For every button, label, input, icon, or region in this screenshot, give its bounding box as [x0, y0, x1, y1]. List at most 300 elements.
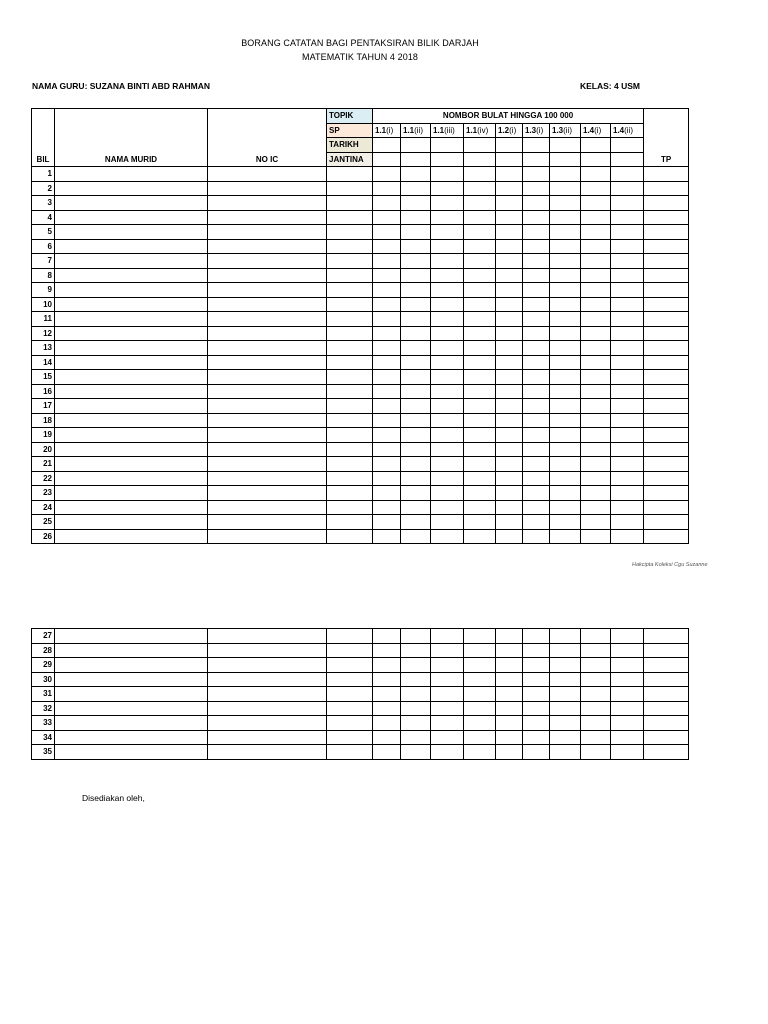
entry-cell[interactable] [431, 239, 464, 254]
entry-cell[interactable] [581, 210, 611, 225]
entry-cell[interactable] [373, 254, 401, 269]
entry-cell[interactable] [401, 138, 431, 153]
entry-cell[interactable] [581, 457, 611, 472]
entry-cell[interactable] [644, 384, 689, 399]
entry-cell[interactable] [644, 326, 689, 341]
entry-cell[interactable] [431, 138, 464, 153]
entry-cell[interactable] [373, 326, 401, 341]
entry-cell[interactable] [496, 486, 523, 501]
entry-cell[interactable] [208, 486, 327, 501]
entry-cell[interactable] [644, 210, 689, 225]
entry-cell[interactable] [550, 239, 581, 254]
entry-cell[interactable] [550, 701, 581, 716]
entry-cell[interactable] [550, 196, 581, 211]
entry-cell[interactable] [611, 341, 644, 356]
entry-cell[interactable] [401, 629, 431, 644]
entry-cell[interactable] [464, 152, 496, 167]
entry-cell[interactable] [401, 196, 431, 211]
entry-cell[interactable] [644, 471, 689, 486]
entry-cell[interactable] [496, 701, 523, 716]
entry-cell[interactable] [496, 239, 523, 254]
entry-cell[interactable] [496, 225, 523, 240]
entry-cell[interactable] [581, 297, 611, 312]
entry-cell[interactable] [208, 355, 327, 370]
entry-cell[interactable] [464, 428, 496, 443]
entry-cell[interactable] [373, 370, 401, 385]
entry-cell[interactable] [431, 672, 464, 687]
entry-cell[interactable] [611, 167, 644, 182]
entry-cell[interactable] [208, 181, 327, 196]
entry-cell[interactable] [496, 312, 523, 327]
entry-cell[interactable] [401, 428, 431, 443]
entry-cell[interactable] [208, 341, 327, 356]
entry-cell[interactable] [644, 370, 689, 385]
entry-cell[interactable] [523, 283, 550, 298]
entry-cell[interactable] [644, 442, 689, 457]
entry-cell[interactable] [523, 210, 550, 225]
entry-cell[interactable] [581, 384, 611, 399]
entry-cell[interactable] [644, 716, 689, 731]
entry-cell[interactable] [496, 457, 523, 472]
entry-cell[interactable] [496, 515, 523, 530]
entry-cell[interactable] [327, 312, 373, 327]
entry-cell[interactable] [327, 529, 373, 544]
entry-cell[interactable] [373, 500, 401, 515]
entry-cell[interactable] [55, 716, 208, 731]
entry-cell[interactable] [55, 283, 208, 298]
entry-cell[interactable] [327, 471, 373, 486]
entry-cell[interactable] [550, 399, 581, 414]
entry-cell[interactable] [208, 297, 327, 312]
entry-cell[interactable] [644, 268, 689, 283]
entry-cell[interactable] [611, 384, 644, 399]
entry-cell[interactable] [431, 283, 464, 298]
entry-cell[interactable] [55, 254, 208, 269]
entry-cell[interactable] [373, 312, 401, 327]
entry-cell[interactable] [55, 629, 208, 644]
entry-cell[interactable] [464, 196, 496, 211]
entry-cell[interactable] [644, 658, 689, 673]
entry-cell[interactable] [373, 687, 401, 702]
entry-cell[interactable] [523, 138, 550, 153]
entry-cell[interactable] [496, 210, 523, 225]
entry-cell[interactable] [373, 629, 401, 644]
entry-cell[interactable] [611, 515, 644, 530]
entry-cell[interactable] [464, 529, 496, 544]
entry-cell[interactable] [611, 152, 644, 167]
entry-cell[interactable] [496, 658, 523, 673]
entry-cell[interactable] [327, 326, 373, 341]
entry-cell[interactable] [581, 500, 611, 515]
entry-cell[interactable] [327, 370, 373, 385]
entry-cell[interactable] [496, 370, 523, 385]
entry-cell[interactable] [373, 428, 401, 443]
entry-cell[interactable] [496, 283, 523, 298]
entry-cell[interactable] [464, 181, 496, 196]
entry-cell[interactable] [373, 413, 401, 428]
entry-cell[interactable] [523, 629, 550, 644]
entry-cell[interactable] [550, 471, 581, 486]
entry-cell[interactable] [581, 413, 611, 428]
entry-cell[interactable] [581, 370, 611, 385]
entry-cell[interactable] [55, 297, 208, 312]
entry-cell[interactable] [401, 672, 431, 687]
entry-cell[interactable] [373, 442, 401, 457]
entry-cell[interactable] [496, 384, 523, 399]
entry-cell[interactable] [464, 268, 496, 283]
entry-cell[interactable] [550, 152, 581, 167]
entry-cell[interactable] [523, 701, 550, 716]
entry-cell[interactable] [464, 254, 496, 269]
entry-cell[interactable] [644, 629, 689, 644]
entry-cell[interactable] [611, 457, 644, 472]
entry-cell[interactable] [581, 152, 611, 167]
entry-cell[interactable] [431, 181, 464, 196]
entry-cell[interactable] [55, 312, 208, 327]
entry-cell[interactable] [523, 167, 550, 182]
entry-cell[interactable] [401, 370, 431, 385]
entry-cell[interactable] [401, 730, 431, 745]
entry-cell[interactable] [611, 181, 644, 196]
entry-cell[interactable] [327, 384, 373, 399]
entry-cell[interactable] [464, 515, 496, 530]
entry-cell[interactable] [208, 500, 327, 515]
entry-cell[interactable] [401, 745, 431, 760]
entry-cell[interactable] [55, 529, 208, 544]
entry-cell[interactable] [431, 225, 464, 240]
entry-cell[interactable] [55, 428, 208, 443]
entry-cell[interactable] [464, 326, 496, 341]
entry-cell[interactable] [431, 167, 464, 182]
entry-cell[interactable] [644, 486, 689, 501]
entry-cell[interactable] [581, 687, 611, 702]
entry-cell[interactable] [373, 239, 401, 254]
entry-cell[interactable] [208, 701, 327, 716]
entry-cell[interactable] [550, 629, 581, 644]
entry-cell[interactable] [373, 297, 401, 312]
entry-cell[interactable] [55, 643, 208, 658]
entry-cell[interactable] [464, 225, 496, 240]
entry-cell[interactable] [523, 225, 550, 240]
entry-cell[interactable] [581, 515, 611, 530]
entry-cell[interactable] [523, 341, 550, 356]
entry-cell[interactable] [373, 196, 401, 211]
entry-cell[interactable] [208, 515, 327, 530]
entry-cell[interactable] [644, 399, 689, 414]
entry-cell[interactable] [401, 384, 431, 399]
entry-cell[interactable] [431, 268, 464, 283]
entry-cell[interactable] [496, 428, 523, 443]
entry-cell[interactable] [523, 515, 550, 530]
entry-cell[interactable] [550, 297, 581, 312]
entry-cell[interactable] [464, 486, 496, 501]
entry-cell[interactable] [464, 500, 496, 515]
entry-cell[interactable] [464, 370, 496, 385]
entry-cell[interactable] [496, 413, 523, 428]
entry-cell[interactable] [208, 167, 327, 182]
entry-cell[interactable] [431, 196, 464, 211]
entry-cell[interactable] [373, 399, 401, 414]
entry-cell[interactable] [550, 167, 581, 182]
entry-cell[interactable] [581, 442, 611, 457]
entry-cell[interactable] [611, 442, 644, 457]
entry-cell[interactable] [401, 312, 431, 327]
entry-cell[interactable] [644, 225, 689, 240]
entry-cell[interactable] [55, 658, 208, 673]
entry-cell[interactable] [464, 629, 496, 644]
entry-cell[interactable] [401, 254, 431, 269]
entry-cell[interactable] [611, 355, 644, 370]
entry-cell[interactable] [644, 355, 689, 370]
entry-cell[interactable] [496, 326, 523, 341]
entry-cell[interactable] [401, 529, 431, 544]
entry-cell[interactable] [496, 529, 523, 544]
entry-cell[interactable] [581, 629, 611, 644]
entry-cell[interactable] [611, 297, 644, 312]
entry-cell[interactable] [431, 428, 464, 443]
entry-cell[interactable] [523, 413, 550, 428]
entry-cell[interactable] [611, 254, 644, 269]
entry-cell[interactable] [327, 730, 373, 745]
entry-cell[interactable] [401, 687, 431, 702]
entry-cell[interactable] [208, 370, 327, 385]
entry-cell[interactable] [550, 745, 581, 760]
entry-cell[interactable] [611, 643, 644, 658]
entry-cell[interactable] [208, 268, 327, 283]
entry-cell[interactable] [373, 138, 401, 153]
entry-cell[interactable] [373, 283, 401, 298]
entry-cell[interactable] [523, 529, 550, 544]
entry-cell[interactable] [55, 701, 208, 716]
entry-cell[interactable] [581, 167, 611, 182]
entry-cell[interactable] [55, 181, 208, 196]
entry-cell[interactable] [208, 629, 327, 644]
entry-cell[interactable] [644, 687, 689, 702]
entry-cell[interactable] [611, 283, 644, 298]
entry-cell[interactable] [496, 716, 523, 731]
entry-cell[interactable] [550, 730, 581, 745]
entry-cell[interactable] [644, 428, 689, 443]
entry-cell[interactable] [581, 701, 611, 716]
entry-cell[interactable] [401, 716, 431, 731]
entry-cell[interactable] [464, 297, 496, 312]
entry-cell[interactable] [611, 687, 644, 702]
entry-cell[interactable] [373, 355, 401, 370]
entry-cell[interactable] [611, 672, 644, 687]
entry-cell[interactable] [431, 457, 464, 472]
entry-cell[interactable] [496, 399, 523, 414]
entry-cell[interactable] [644, 181, 689, 196]
entry-cell[interactable] [208, 225, 327, 240]
entry-cell[interactable] [431, 442, 464, 457]
entry-cell[interactable] [431, 629, 464, 644]
entry-cell[interactable] [373, 457, 401, 472]
entry-cell[interactable] [373, 730, 401, 745]
entry-cell[interactable] [496, 672, 523, 687]
entry-cell[interactable] [373, 471, 401, 486]
entry-cell[interactable] [550, 341, 581, 356]
entry-cell[interactable] [401, 268, 431, 283]
entry-cell[interactable] [55, 167, 208, 182]
entry-cell[interactable] [327, 196, 373, 211]
entry-cell[interactable] [523, 254, 550, 269]
entry-cell[interactable] [611, 413, 644, 428]
entry-cell[interactable] [581, 658, 611, 673]
entry-cell[interactable] [496, 500, 523, 515]
entry-cell[interactable] [327, 486, 373, 501]
entry-cell[interactable] [431, 745, 464, 760]
entry-cell[interactable] [55, 486, 208, 501]
entry-cell[interactable] [401, 515, 431, 530]
entry-cell[interactable] [611, 326, 644, 341]
entry-cell[interactable] [208, 384, 327, 399]
entry-cell[interactable] [401, 326, 431, 341]
entry-cell[interactable] [431, 210, 464, 225]
entry-cell[interactable] [431, 297, 464, 312]
entry-cell[interactable] [55, 745, 208, 760]
entry-cell[interactable] [550, 312, 581, 327]
entry-cell[interactable] [208, 399, 327, 414]
entry-cell[interactable] [523, 312, 550, 327]
entry-cell[interactable] [523, 326, 550, 341]
entry-cell[interactable] [611, 486, 644, 501]
entry-cell[interactable] [464, 413, 496, 428]
entry-cell[interactable] [523, 399, 550, 414]
entry-cell[interactable] [327, 658, 373, 673]
entry-cell[interactable] [550, 428, 581, 443]
entry-cell[interactable] [464, 643, 496, 658]
entry-cell[interactable] [208, 254, 327, 269]
entry-cell[interactable] [611, 529, 644, 544]
entry-cell[interactable] [208, 643, 327, 658]
entry-cell[interactable] [464, 658, 496, 673]
entry-cell[interactable] [496, 471, 523, 486]
entry-cell[interactable] [496, 341, 523, 356]
entry-cell[interactable] [581, 312, 611, 327]
entry-cell[interactable] [523, 471, 550, 486]
entry-cell[interactable] [464, 138, 496, 153]
entry-cell[interactable] [327, 297, 373, 312]
entry-cell[interactable] [496, 254, 523, 269]
entry-cell[interactable] [611, 716, 644, 731]
entry-cell[interactable] [496, 297, 523, 312]
entry-cell[interactable] [327, 167, 373, 182]
entry-cell[interactable] [581, 181, 611, 196]
entry-cell[interactable] [550, 138, 581, 153]
entry-cell[interactable] [373, 210, 401, 225]
entry-cell[interactable] [431, 355, 464, 370]
entry-cell[interactable] [550, 326, 581, 341]
entry-cell[interactable] [550, 672, 581, 687]
entry-cell[interactable] [611, 701, 644, 716]
entry-cell[interactable] [327, 428, 373, 443]
entry-cell[interactable] [496, 138, 523, 153]
entry-cell[interactable] [373, 643, 401, 658]
entry-cell[interactable] [208, 428, 327, 443]
entry-cell[interactable] [373, 225, 401, 240]
entry-cell[interactable] [464, 210, 496, 225]
entry-cell[interactable] [208, 745, 327, 760]
entry-cell[interactable] [208, 413, 327, 428]
entry-cell[interactable] [523, 442, 550, 457]
entry-cell[interactable] [523, 730, 550, 745]
entry-cell[interactable] [327, 457, 373, 472]
entry-cell[interactable] [644, 672, 689, 687]
entry-cell[interactable] [581, 283, 611, 298]
entry-cell[interactable] [373, 658, 401, 673]
entry-cell[interactable] [581, 254, 611, 269]
entry-cell[interactable] [464, 471, 496, 486]
entry-cell[interactable] [401, 643, 431, 658]
entry-cell[interactable] [523, 672, 550, 687]
entry-cell[interactable] [327, 643, 373, 658]
entry-cell[interactable] [550, 716, 581, 731]
entry-cell[interactable] [611, 239, 644, 254]
entry-cell[interactable] [431, 370, 464, 385]
entry-cell[interactable] [208, 210, 327, 225]
entry-cell[interactable] [523, 486, 550, 501]
entry-cell[interactable] [550, 268, 581, 283]
entry-cell[interactable] [523, 384, 550, 399]
entry-cell[interactable] [496, 181, 523, 196]
entry-cell[interactable] [327, 181, 373, 196]
entry-cell[interactable] [208, 672, 327, 687]
entry-cell[interactable] [644, 413, 689, 428]
entry-cell[interactable] [464, 283, 496, 298]
entry-cell[interactable] [431, 500, 464, 515]
entry-cell[interactable] [581, 138, 611, 153]
entry-cell[interactable] [644, 529, 689, 544]
entry-cell[interactable] [523, 370, 550, 385]
entry-cell[interactable] [55, 515, 208, 530]
entry-cell[interactable] [496, 152, 523, 167]
entry-cell[interactable] [431, 730, 464, 745]
entry-cell[interactable] [550, 370, 581, 385]
entry-cell[interactable] [208, 442, 327, 457]
entry-cell[interactable] [373, 529, 401, 544]
entry-cell[interactable] [401, 500, 431, 515]
entry-cell[interactable] [55, 687, 208, 702]
entry-cell[interactable] [581, 239, 611, 254]
entry-cell[interactable] [523, 457, 550, 472]
entry-cell[interactable] [611, 471, 644, 486]
entry-cell[interactable] [208, 529, 327, 544]
entry-cell[interactable] [550, 500, 581, 515]
entry-cell[interactable] [431, 254, 464, 269]
entry-cell[interactable] [581, 268, 611, 283]
entry-cell[interactable] [464, 355, 496, 370]
entry-cell[interactable] [611, 500, 644, 515]
entry-cell[interactable] [327, 515, 373, 530]
entry-cell[interactable] [523, 716, 550, 731]
entry-cell[interactable] [373, 515, 401, 530]
entry-cell[interactable] [327, 355, 373, 370]
entry-cell[interactable] [431, 716, 464, 731]
entry-cell[interactable] [611, 658, 644, 673]
entry-cell[interactable] [581, 745, 611, 760]
entry-cell[interactable] [550, 486, 581, 501]
entry-cell[interactable] [550, 210, 581, 225]
entry-cell[interactable] [611, 745, 644, 760]
entry-cell[interactable] [208, 730, 327, 745]
entry-cell[interactable] [581, 730, 611, 745]
entry-cell[interactable] [431, 152, 464, 167]
entry-cell[interactable] [644, 167, 689, 182]
entry-cell[interactable] [431, 471, 464, 486]
entry-cell[interactable] [550, 384, 581, 399]
entry-cell[interactable] [401, 283, 431, 298]
entry-cell[interactable] [550, 643, 581, 658]
